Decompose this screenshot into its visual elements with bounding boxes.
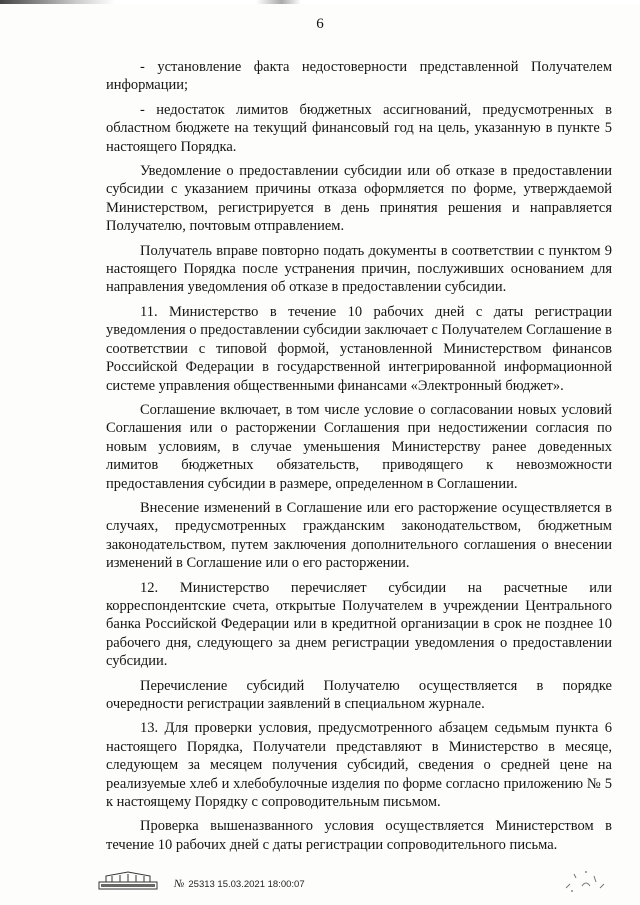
document-body [106,58,612,860]
paragraph-item: Соглашение включает, в том числе условие о согласовании новых условий Соглашения или о расторжении Соглашения при недостижении согласия по новым условиям, в случае уменьшения Министерству ранее доведенных лимитов бюджетных обязательств, приводящего к невозможности предоставления субсидии в размере, определенном в Соглашении. [106,401,612,492]
number-sign: № [174,878,185,890]
paragraph-item: - недостаток лимитов бюджетных ассигнований, предусмотренных в областном бюджете на текущий финансовый год на цель, указанную в пункте 5 настоящего Порядка. [106,101,612,155]
building-stamp-icon [98,870,158,890]
paragraph-item: Проверка вышеназванного условия осуществляется Министерством в течение 10 рабочих дней с даты регистрации сопроводительного письма. [106,818,612,853]
paragraph-item: 12. Министерство перечисляет субсидии на расчетные или корреспондентские счета, открытые Получателем в учреждении Центрального банка Российской Федерации или в кредитной организации в срок не позднее 10 рабочего дня, следующего за днем регистрации уведомления о предоставлении субсидии. [106,579,612,670]
handwritten-mark-icon [560,866,610,894]
page-number: 6 [316,16,324,32]
paragraph-item: - установление факта недостоверности представленной Получателем информации; [106,59,612,94]
registration-number-date: 25313 15.03.2021 18:00:07 [188,879,305,890]
paragraph-item: Перечисление субсидий Получателю осуществляется в порядке очередности регистрации заявлений в специальном журнале. [106,677,612,712]
paragraph-item: 11. Министерство в течение 10 рабочих дней с даты регистрации уведомления о предоставлении субсидии заключает с Получателем Соглашение в соответствии с типовой формой, установленной Министерством финансов Российской Федерации в государственной интегрированной информационной системе управления общественными финансами «Электронный бюджет». [106,303,612,394]
paragraph-item: Получатель вправе повторно подать документы в соответствии с пунктом 9 настоящего Порядка после устранения причин, послуживших основанием для направления уведомления об отказе в предоставлении субсидии. [106,242,612,296]
registration-stamp [174,878,305,890]
scan-edge-artifact [0,0,640,4]
paragraph-item: Уведомление о предоставлении субсидии или об отказе в предоставлении субсидии с указанием причины отказа оформляется по форме, утверждаемой Министерством, регистрируется в день принятия решения и направляется Получателю, почтовым отправлением. [106,163,612,235]
registration-footer [98,866,618,896]
paragraph-item: Внесение изменений в Соглашение или его расторжение осуществляется в случаях, предусмотренных гражданским законодательством, бюджетным законодательством, путем заключения дополнительного соглашения о внесении изменений в Соглашение или о его расторжении. [106,499,612,572]
paragraph-item: 13. Для проверки условия, предусмотренного абзацем седьмым пункта 6 настоящего Порядка, Получатели представляют в Министерство в месяце, следующем за месяцем получения субсидий, сведения о средней цене на реализуемые хлеб и хлебобулочные изделия по форме согласно приложению № 5 к настоящему Порядку с сопроводительным письмом. [106,720,612,811]
